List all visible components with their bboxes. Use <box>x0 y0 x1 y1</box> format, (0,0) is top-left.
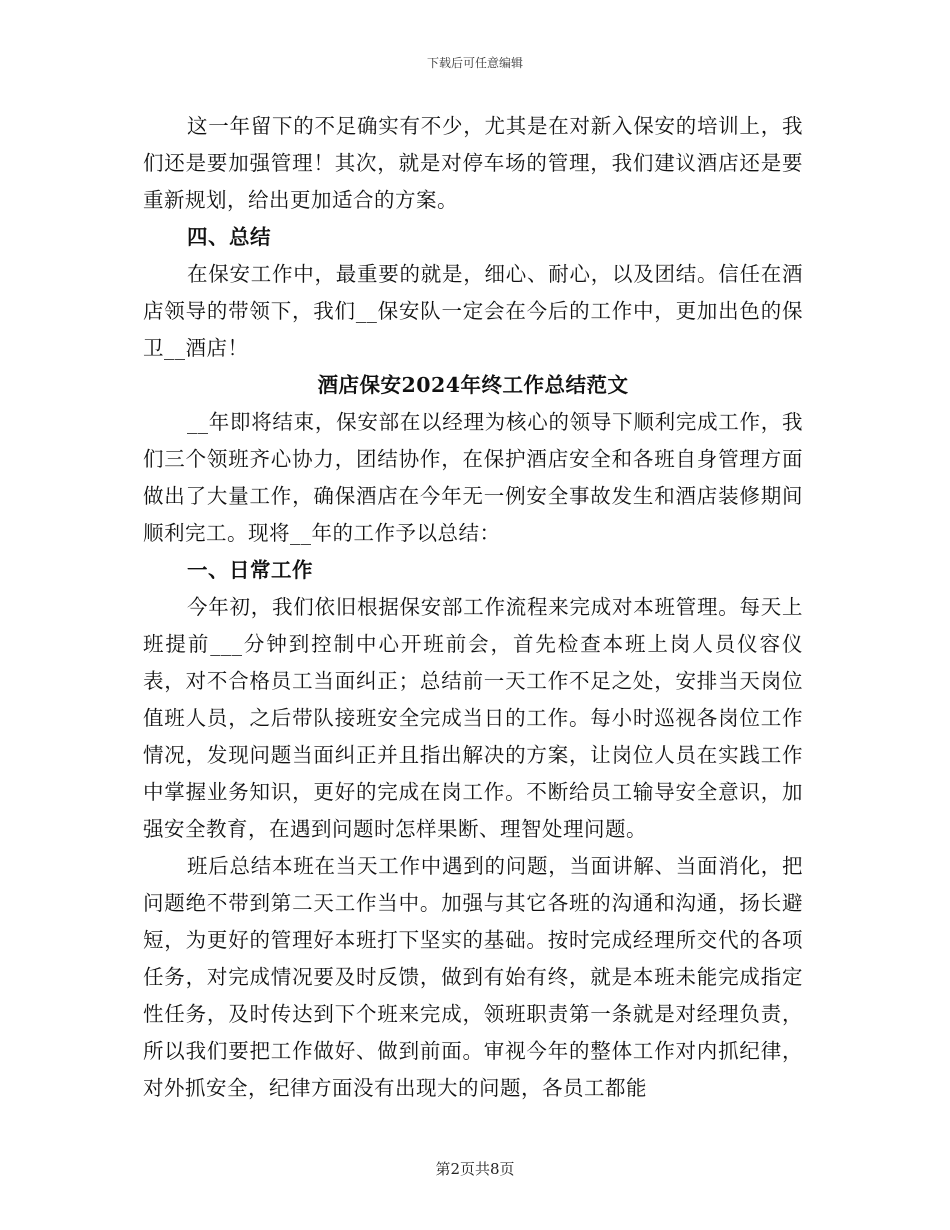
paragraph-summary: 在保安工作中，最重要的就是，细心、耐心，以及团结。信任在酒店领导的带领下，我们__保安队一定会在今后的工作中，更加出色的保卫__酒店！ <box>143 262 803 360</box>
paragraph-after-shift: 班后总结本班在当天工作中遇到的问题，当面讲解、当面消化，把问题绝不带到第二天工作当中。加强与其它各班的沟通和沟通，扬长避短，为更好的管理好本班打下坚实的基础。按时完成经理所交代的各项任务，对完成情况要及时反馈，做到有始有终，就是本班未能完成指定性任务，及时传达到下个班来完成，领班职责第一条就是对经理负责，所以我们要把工作做好、做到前面。审视今年的整体工作对内抓纪律，对外抓安全，纪律方面没有出现大的问题，各员工都能 <box>143 854 803 1100</box>
paragraph-daily-work: 今年初，我们依旧根据保安部工作流程来完成对本班管理。每天上班提前___分钟到控制中心开班前会，首先检查本班上岗人员仪容仪表，对不合格员工当面纠正；总结前一天工作不足之处，安排当天岗位值班人员，之后带队接班安全完成当日的工作。每小时巡视各岗位工作情况，发现问题当面纠正并且指出解决的方案，让岗位人员在实践工作中掌握业务知识，更好的完成在岗工作。不断给员工输导安全意识，加强安全教育，在遇到问题时怎样果断、理智处理问题。 <box>143 595 803 841</box>
paragraph-intro: __年即将结束，保安部在以经理为核心的领导下顺利完成工作，我们三个领班齐心协力，团结协作，在保护酒店安全和各班自身管理方面做出了大量工作，确保酒店在今年无一例安全事故发生和酒店装修期间顺利完工。现将__年的工作予以总结： <box>143 410 803 545</box>
section-heading-summary: 四、总结 <box>187 225 271 249</box>
header-note: 下载后可任意编辑 <box>426 56 523 70</box>
document-body <box>143 108 803 1107</box>
article-title: 酒店保安2024年终工作总结范文 <box>317 373 629 397</box>
paragraph-shortcomings: 这一年留下的不足确实有不少，尤其是在对新入保安的培训上，我们还是要加强管理！其次，就是对停车场的管理，我们建议酒店还是要重新规划，给出更加适合的方案。 <box>143 114 803 212</box>
section-heading-daily-work: 一、日常工作 <box>187 558 313 582</box>
page-number-footer: 第2页共8页 <box>435 1160 515 1178</box>
